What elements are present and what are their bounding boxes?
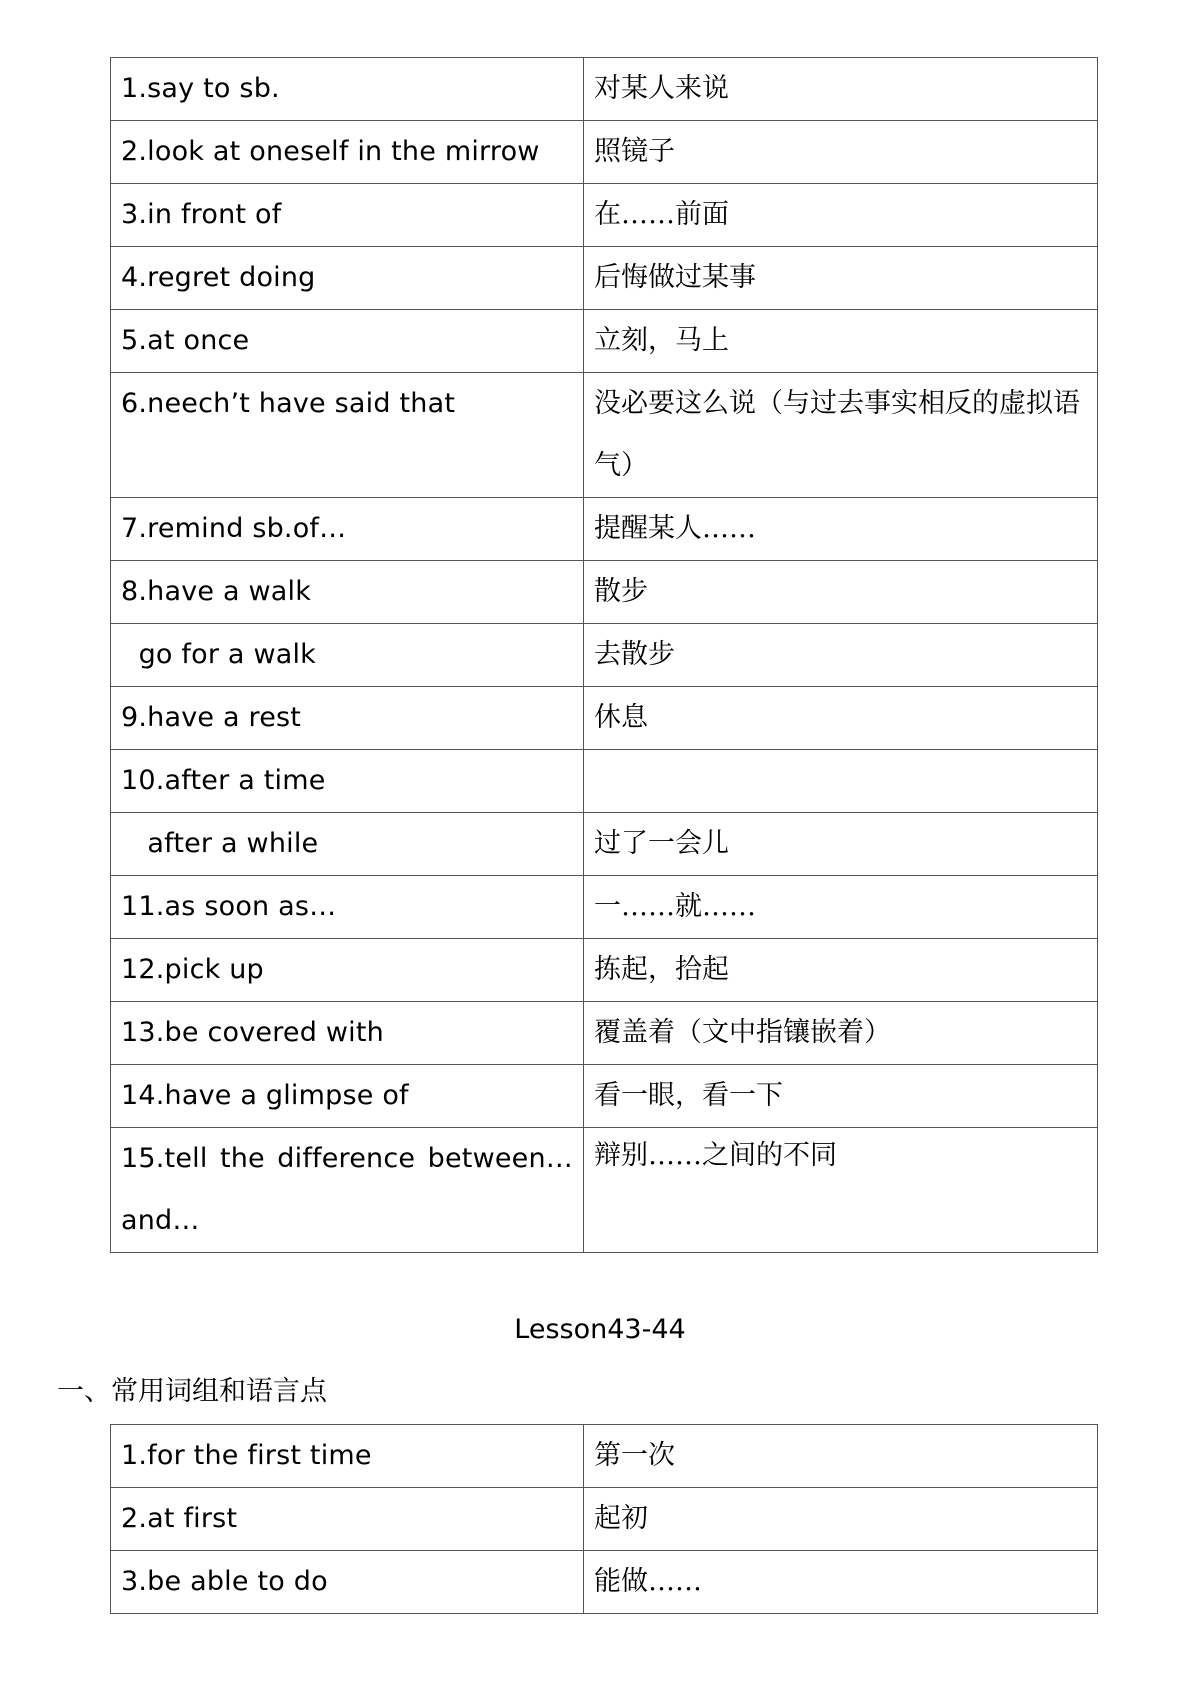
phrase-chinese: 后悔做过某事 (584, 247, 1098, 310)
table-row (111, 247, 1098, 310)
phrase-chinese: 过了一会儿 (584, 813, 1098, 876)
table-row (111, 750, 1098, 813)
table-row (111, 624, 1098, 687)
table-row (111, 687, 1098, 750)
phrase-chinese: 辩别……之间的不同 (584, 1128, 1098, 1253)
table-row (111, 1065, 1098, 1128)
phrase-chinese: 起初 (584, 1488, 1098, 1551)
phrase-english: 3.in front of (111, 184, 584, 247)
phrase-chinese: 休息 (584, 687, 1098, 750)
phrase-chinese: 一……就…… (584, 876, 1098, 939)
table-row (111, 561, 1098, 624)
phrase-chinese: 没必要这么说（与过去事实相反的虚拟语气） (584, 373, 1098, 498)
table-row (111, 1425, 1098, 1488)
phrase-english: 9.have a rest (111, 687, 584, 750)
phrase-english: 6.neech’t have said that (111, 373, 584, 498)
phrase-english: 2.at first (111, 1488, 584, 1551)
table-row (111, 939, 1098, 1002)
phrase-english: 3.be able to do (111, 1551, 584, 1614)
phrase-english: 12.pick up (111, 939, 584, 1002)
phrase-english: 2.look at oneself in the mirrow (111, 121, 584, 184)
phrase-english: 13.be covered with (111, 1002, 584, 1065)
table-row (111, 1488, 1098, 1551)
phrase-chinese: 在……前面 (584, 184, 1098, 247)
phrase-english: 7.remind sb.of… (111, 498, 584, 561)
table-row (111, 310, 1098, 373)
section-heading: 一、常用词组和语言点 (57, 1376, 327, 1407)
lesson-title: Lesson43-44 (514, 1314, 686, 1345)
phrase-chinese: 立刻，马上 (584, 310, 1098, 373)
phrase-english: 5.at once (111, 310, 584, 373)
phrase-chinese (584, 750, 1098, 813)
phrase-english: go for a walk (111, 624, 584, 687)
phrase-chinese: 照镜子 (584, 121, 1098, 184)
phrase-chinese: 提醒某人…… (584, 498, 1098, 561)
phrase-chinese: 拣起，拾起 (584, 939, 1098, 1002)
table-row (111, 876, 1098, 939)
phrase-english: 11.as soon as… (111, 876, 584, 939)
phrase-english: after a while (111, 813, 584, 876)
phrase-english: 10.after a time (111, 750, 584, 813)
phrase-chinese: 能做…… (584, 1551, 1098, 1614)
phrase-english: 14.have a glimpse of (111, 1065, 584, 1128)
phrase-chinese: 对某人来说 (584, 58, 1098, 121)
table-row (111, 1551, 1098, 1614)
phrase-chinese: 覆盖着（文中指镶嵌着） (584, 1002, 1098, 1065)
phrase-english: 8.have a walk (111, 561, 584, 624)
table-row (111, 373, 1098, 498)
table-row (111, 1002, 1098, 1065)
phrase-table-2 (110, 1424, 1098, 1614)
table-row (111, 58, 1098, 121)
phrase-chinese: 看一眼，看一下 (584, 1065, 1098, 1128)
phrase-table-1 (110, 57, 1098, 1253)
phrase-chinese: 散步 (584, 561, 1098, 624)
phrase-english: 1.for the first time (111, 1425, 584, 1488)
phrase-chinese: 第一次 (584, 1425, 1098, 1488)
table-row (111, 1128, 1098, 1253)
table-row (111, 121, 1098, 184)
table-row (111, 498, 1098, 561)
phrase-english: 15.tell the difference between…and… (111, 1128, 584, 1253)
phrase-english: 4.regret doing (111, 247, 584, 310)
table-row (111, 184, 1098, 247)
phrase-english: 1.say to sb. (111, 58, 584, 121)
table-row (111, 813, 1098, 876)
phrase-chinese: 去散步 (584, 624, 1098, 687)
